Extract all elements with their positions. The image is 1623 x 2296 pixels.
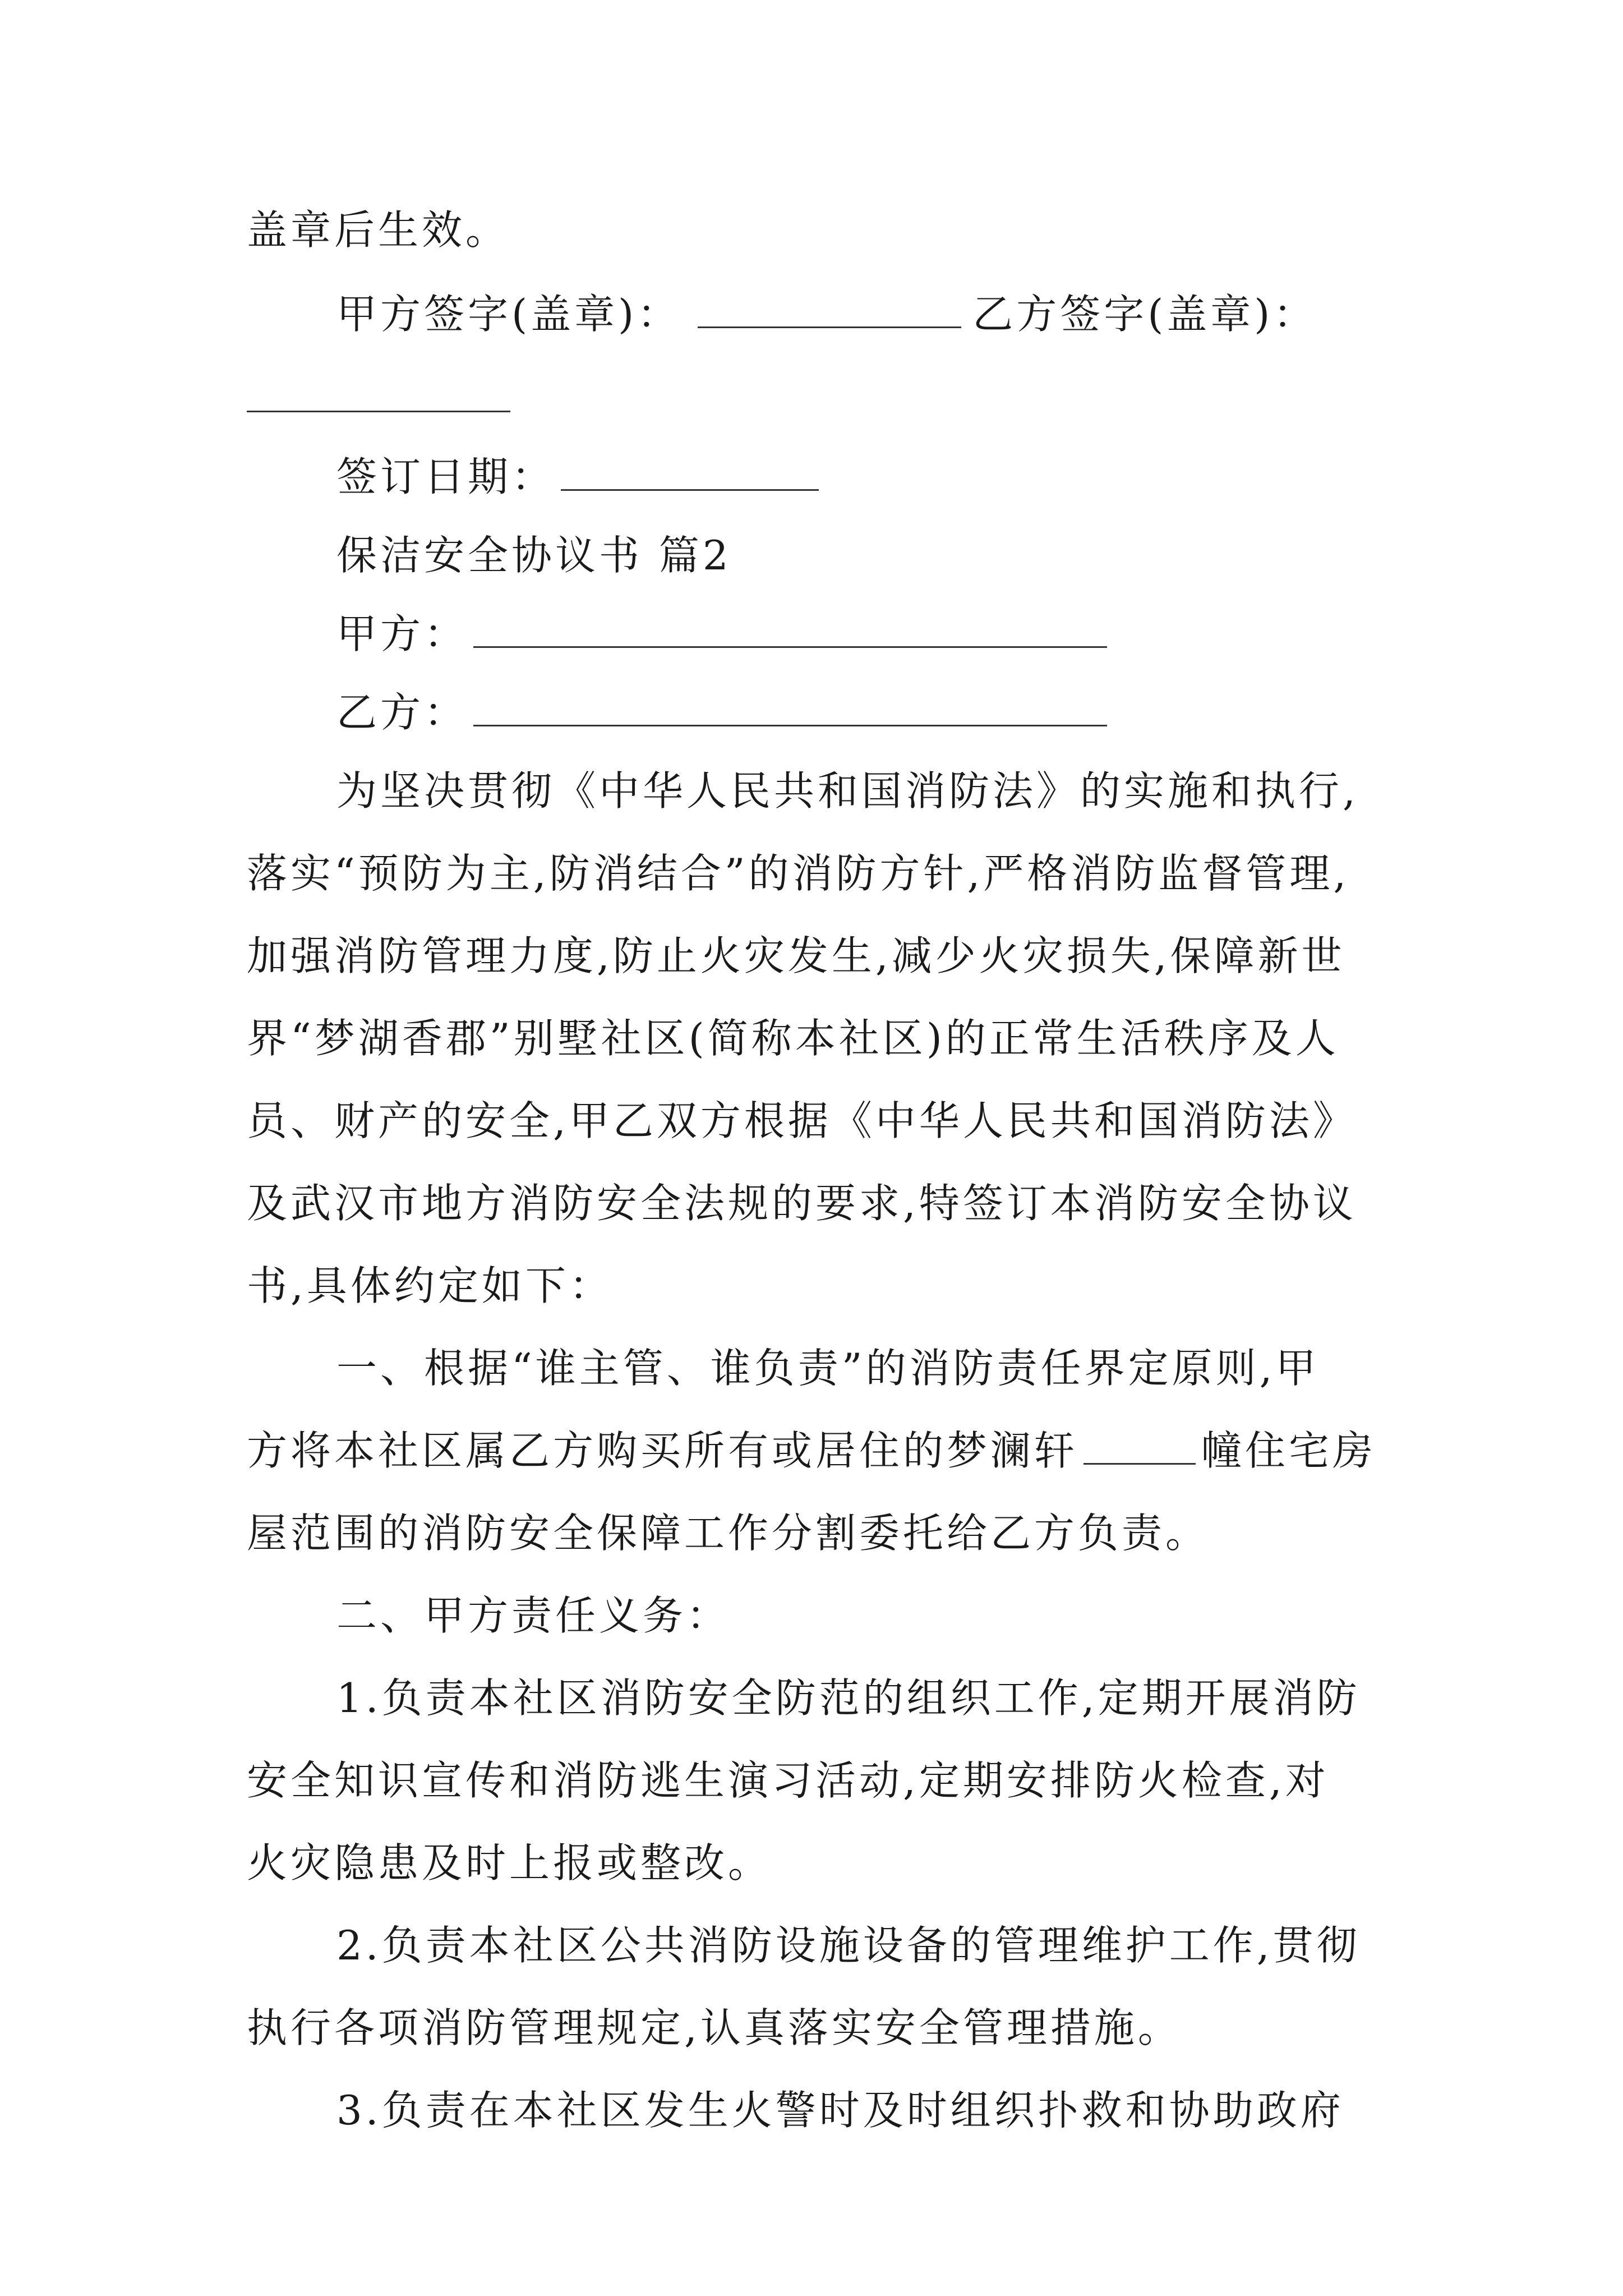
- party-a-label: 甲方：: [336, 610, 468, 657]
- party-b-label: 乙方：: [336, 689, 468, 736]
- text-line: 火灾隐患及时上报或整改。: [247, 1839, 772, 1887]
- party-b-signature-label: 乙方签字(盖章)：: [972, 291, 1317, 338]
- party-a-line: [336, 606, 1107, 662]
- text-line: 1.负责本社区消防安全防范的组织工作,定期开展消防: [336, 1674, 1361, 1722]
- party-b-signature-blank[interactable]: [247, 377, 510, 412]
- text-line: 盖章后生效。: [247, 206, 510, 254]
- text-line: [247, 1423, 1376, 1479]
- building-number-blank[interactable]: [1083, 1429, 1196, 1465]
- party-b-line: [336, 684, 1107, 740]
- text-line: 界“梦湖香郡”别墅社区(简称本社区)的正常生活秩序及人: [247, 1015, 1339, 1062]
- text-line: 一、根据“谁主管、谁负责”的消防责任界定原则,甲: [336, 1345, 1320, 1392]
- text-line: 书,具体约定如下：: [247, 1262, 613, 1309]
- section-heading: 二、甲方责任义务：: [336, 1592, 731, 1639]
- signature-line: [336, 286, 1317, 342]
- sign-date-blank[interactable]: [561, 455, 819, 491]
- text-line: 及武汉市地方消防安全法规的要求,特签订本消防安全协议: [247, 1180, 1357, 1227]
- party-a-blank[interactable]: [473, 613, 1107, 648]
- party-b-blank[interactable]: [473, 691, 1107, 726]
- text-fragment: 方将本社区属乙方购买所有或居住的梦澜轩: [247, 1427, 1078, 1474]
- text-line: 安全知识宣传和消防逃生演习活动,定期安排防火检查,对: [247, 1757, 1329, 1804]
- text-line: 执行各项消防管理规定,认真落实安全管理措施。: [247, 2004, 1182, 2051]
- text-line: 加强消防管理力度,防止火灾发生,减少火灾损失,保障新世: [247, 932, 1345, 979]
- text-line: 3.负责在本社区发生火警时及时组织扑救和协助政府: [336, 2087, 1344, 2134]
- text-line: 为坚决贯彻《中华人民共和国消防法》的实施和执行,: [336, 767, 1359, 815]
- party-a-signature-blank[interactable]: [698, 293, 961, 328]
- text-fragment: 幢住宅房: [1201, 1427, 1377, 1474]
- sign-date-label: 签订日期：: [336, 453, 556, 500]
- party-b-signature-blank-line: [247, 370, 510, 426]
- section-title: 保洁安全协议书 篇2: [336, 532, 732, 579]
- party-a-signature-label: 甲方签字(盖章)：: [336, 291, 681, 338]
- sign-date-line: [336, 449, 819, 505]
- text-line: 落实“预防为主,防消结合”的消防方针,严格消防监督管理,: [247, 850, 1350, 897]
- text-line: 屋范围的消防安全保障工作分割委托给乙方负责。: [247, 1510, 1210, 1557]
- text-line: 2.负责本社区公共消防设施设备的管理维护工作,贯彻: [336, 1922, 1361, 1969]
- text-line: 员、财产的安全,甲乙双方根据《中华人民共和国消防法》: [247, 1097, 1357, 1144]
